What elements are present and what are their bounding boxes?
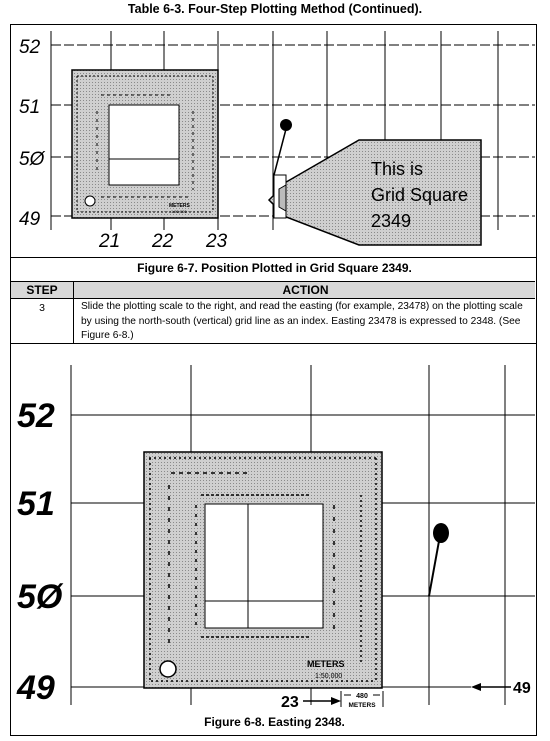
table-header-action: ACTION: [282, 283, 329, 297]
figure-6-7-graphic: [11, 25, 535, 257]
bottom-label-23: 23: [281, 694, 299, 709]
y-label-52-fig1: 52: [19, 37, 41, 58]
plotted-point-fig1: [274, 119, 292, 175]
table-header-step: STEP: [26, 283, 58, 297]
y-label-49-fig1: 49: [19, 209, 41, 230]
callout-line-3: 2349: [371, 211, 412, 231]
scale-ratio-text-fig1: 1:50,000: [171, 209, 187, 214]
figure-6-8-caption: Figure 6-8. Easting 2348.: [204, 715, 345, 729]
callout-line-1: This is: [371, 159, 424, 179]
bottom-index-arrow: [281, 691, 383, 709]
x-label-22-fig1: 22: [152, 231, 174, 252]
scale-ratio-text-fig2: 1:50,000: [315, 673, 343, 680]
step-action-text: Slide the plotting scale to the right, and read the easting (for example, 23478) on the plotting scale by using the north-south (vertical) grid line as an index. Easting 23478 is expressed to 2348. (See Figure 6-8.): [81, 301, 523, 341]
y-label-51-fig2: 51: [17, 485, 55, 523]
y-label-51-fig1: 51: [19, 97, 41, 118]
table-frame: [10, 24, 537, 736]
y-label-50-fig1: 5Ø: [19, 149, 45, 170]
callout-arrow: [269, 140, 481, 245]
figure-6-8-graphic: [11, 345, 535, 709]
y-label-50-fig2: 5Ø: [17, 578, 63, 616]
x-label-23-fig1: 23: [206, 231, 228, 252]
scale-meters-text-fig2: METERS: [307, 659, 345, 669]
figure-6-7-caption: Figure 6-7. Position Plotted in Grid Square 2349.: [137, 261, 412, 275]
scale-meters-text-fig1: METERS: [169, 203, 190, 209]
x-label-21-fig1: 21: [99, 231, 121, 252]
plotting-scale-fig2: [144, 452, 382, 688]
right-label-49: 49: [513, 680, 531, 697]
measure-value: 480: [356, 693, 368, 700]
plotting-scale-fig1: [72, 70, 218, 218]
measure-unit: METERS: [348, 702, 376, 709]
right-index-arrow: [471, 680, 531, 697]
y-label-49-fig2: 49: [17, 669, 55, 707]
plotted-point-fig2: [429, 523, 449, 596]
step-number: 3: [39, 302, 45, 314]
table-title: Table 6-3. Four-Step Plotting Method (Continued).: [127, 2, 423, 16]
y-label-52-fig2: 52: [17, 397, 55, 435]
callout-line-2: Grid Square: [371, 185, 469, 205]
